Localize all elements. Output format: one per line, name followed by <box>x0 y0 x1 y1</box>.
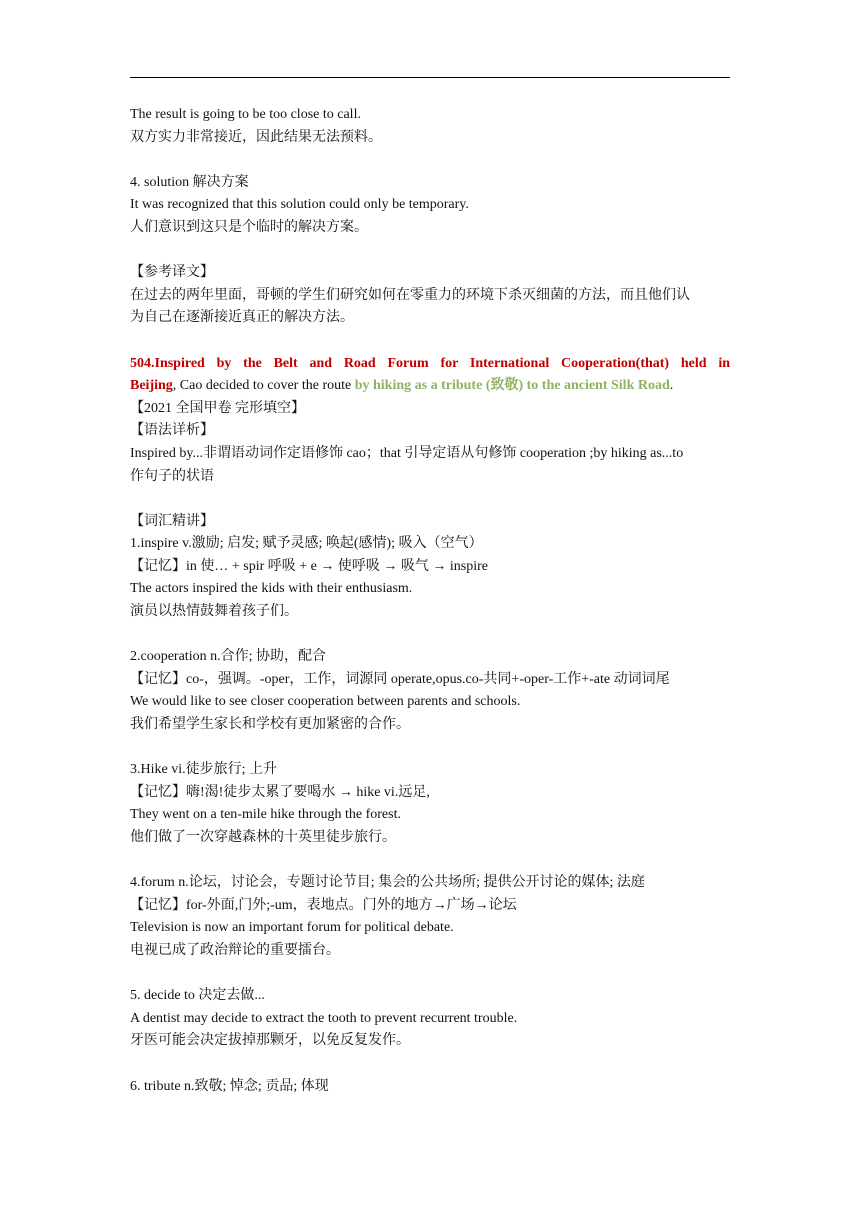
example-sentence: The actors inspired the kids with their enthusiasm. <box>130 581 413 597</box>
vocab-heading: 2.cooperation n.合作; 协助，配合 <box>130 649 326 665</box>
vocab-heading: 3.Hike vi.徒步旅行; 上升 <box>130 762 277 778</box>
highlight-red-text: Beijing <box>130 378 173 394</box>
section-label: 【语法详析】 <box>130 423 214 439</box>
vocab-heading: 5. decide to 决定去做... <box>130 988 265 1004</box>
example-sentence: A dentist may decide to extract the tooth to prevent recurrent trouble. <box>130 1010 518 1026</box>
example-translation: 牙医可能会决定拔掉那颗牙，以免反复发作。 <box>130 1033 410 1049</box>
vocab-heading: 4. solution 解决方案 <box>130 174 249 190</box>
highlight-green-text: by hiking as a tribute (致敬) to the ancient Silk Road <box>354 378 670 394</box>
memory-tip: 【记忆】嗨!渴!徒步太累了要喝水 → hike vi.远足, <box>130 784 430 800</box>
example-translation: 他们做了一次穿越森林的十英里徒步旅行。 <box>130 830 396 845</box>
sentence-504-title: 504.Inspired by the Belt and Road Forum for International Cooperation(that) held in <box>130 355 730 371</box>
example-sentence: They went on a ten-mile hike through the forest. <box>130 807 401 823</box>
document-body <box>130 104 730 1098</box>
vocab-heading: 1.inspire v.激励; 启发; 赋予灵感; 唤起(感情); 吸入（空气） <box>130 536 483 552</box>
example-sentence: Television is now an important forum for political debate. <box>130 920 454 936</box>
example-translation: 我们希望学生家长和学校有更加紧密的合作。 <box>130 717 410 733</box>
section-label: 【参考译文】 <box>130 265 214 281</box>
example-translation: 人们意识到这只是个临时的解决方案。 <box>130 219 368 235</box>
memory-tip: 【记忆】in 使… + spir 呼吸 + e → 使呼吸 → 吸气 → inspire <box>130 558 488 574</box>
source-label: 【2021 全国甲卷 完形填空】 <box>130 400 305 416</box>
example-sentence: It was recognized that this solution could only be temporary. <box>130 197 469 213</box>
vocab-heading: 6. tribute n.致敬; 悼念; 贡品; 体现 <box>130 1078 329 1094</box>
header-rule <box>130 77 730 78</box>
plain-text: . <box>669 378 674 394</box>
vocab-heading: 4.forum n.论坛，讨论会，专题讨论节目; 集会的公共场所; 提供公开讨论的媒体; 法庭 <box>130 875 645 891</box>
reference-translation: 在过去的两年里面，哥顿的学生们研究如何在零重力的环境下杀灭细菌的方法，而且他们认 <box>130 287 690 303</box>
example-translation: 电视已成了政治辩论的重要擂台。 <box>130 942 340 958</box>
example-translation: 演员以热情鼓舞着孩子们。 <box>130 604 298 620</box>
grammar-analysis: 作句子的状语 <box>130 468 214 484</box>
section-label: 【词汇精讲】 <box>130 513 214 529</box>
memory-tip: 【记忆】for-外面,门外;-um，表地点。门外的地方→广场→论坛 <box>130 897 517 913</box>
reference-translation: 为自己在逐渐接近真正的解决方法。 <box>130 310 354 326</box>
plain-text: , Cao decided to cover the route <box>172 378 355 394</box>
example-sentence: We would like to see closer cooperation between parents and schools. <box>130 694 521 710</box>
memory-tip: 【记忆】co-，强调。-oper，工作，词源同 operate,opus.co-共同+-oper-工作+-ate 动词词尾 <box>130 671 670 687</box>
grammar-analysis: Inspired by...非谓语动词作定语修饰 cao；that 引导定语从句修饰 cooperation ;by hiking as...to <box>130 445 684 461</box>
example-sentence: The result is going to be too close to call. <box>130 107 361 122</box>
sentence-504-continuation <box>130 375 730 398</box>
example-translation: 双方实力非常接近，因此结果无法预料。 <box>130 129 382 145</box>
